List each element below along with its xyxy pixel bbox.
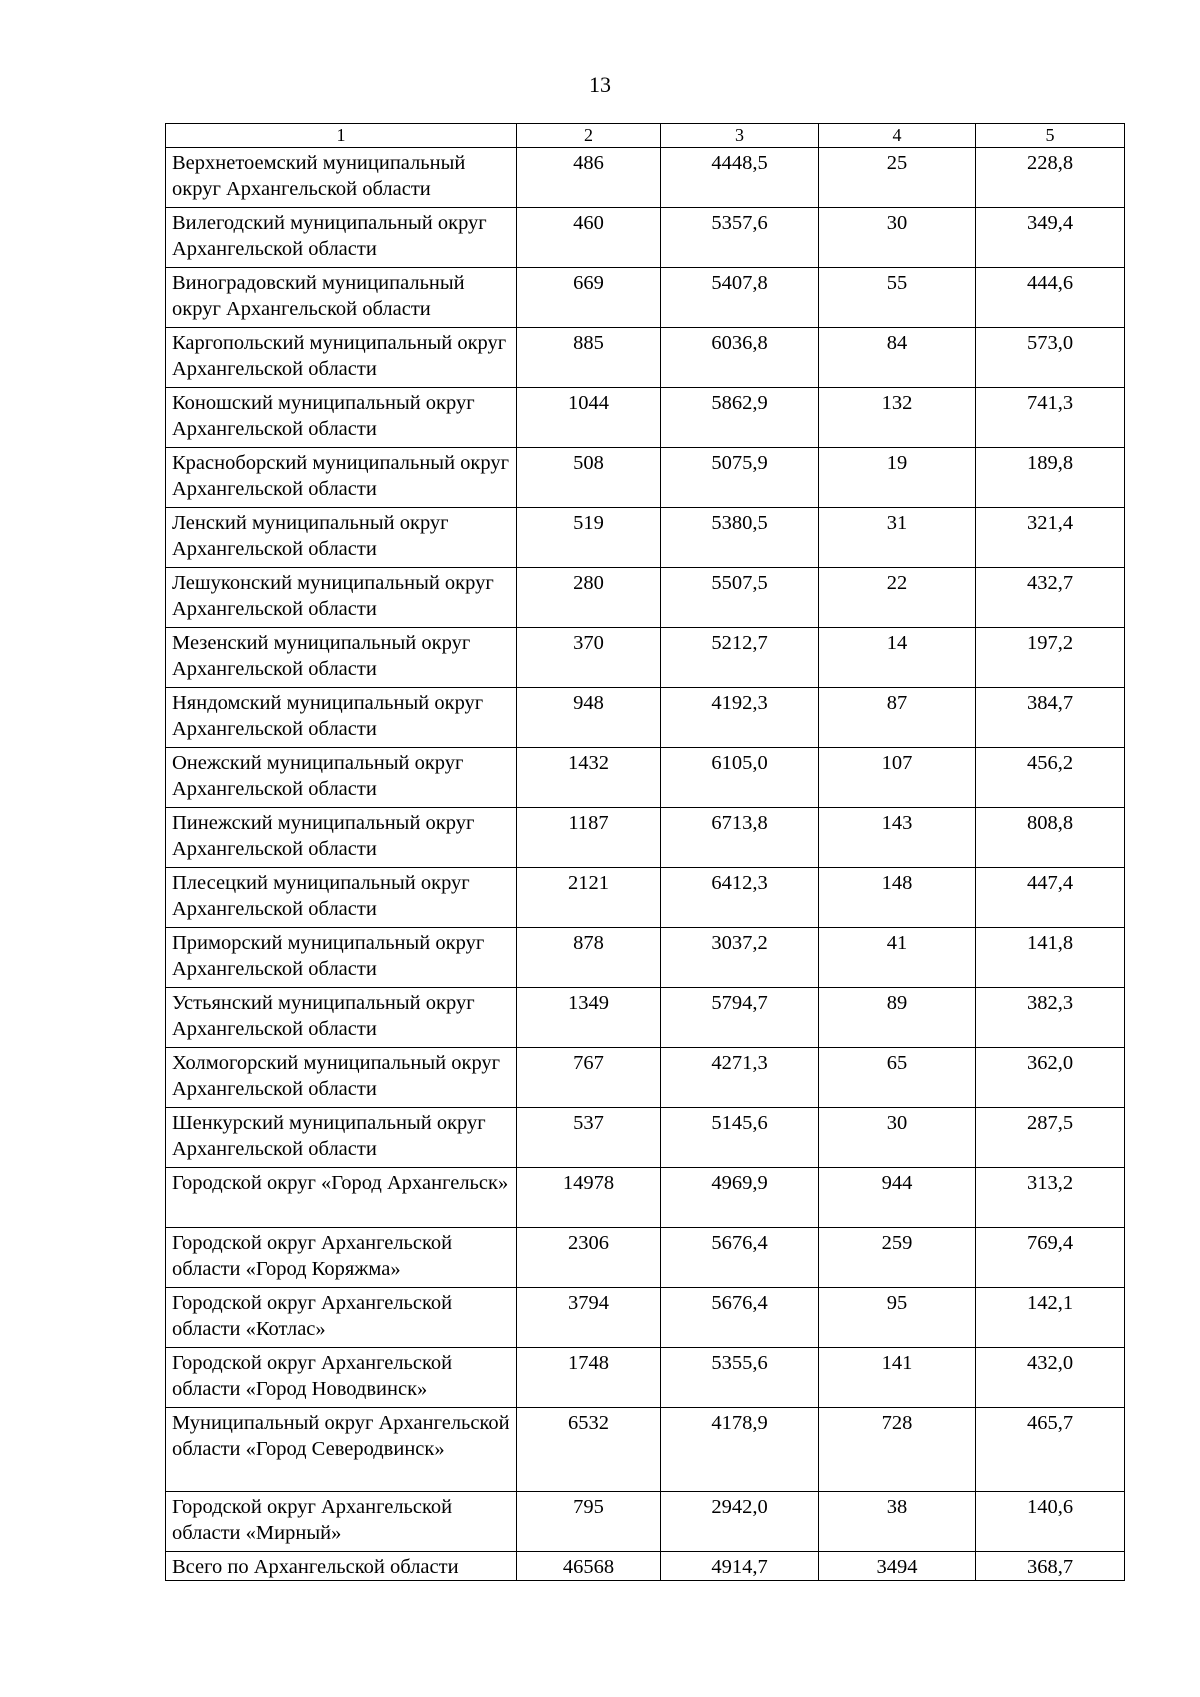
table-row [166, 568, 1125, 628]
col2-cell: 2121 [517, 868, 661, 928]
row-name-cell: Городской округ Архангельской области «Котлас» [166, 1288, 517, 1348]
table-row [166, 1288, 1125, 1348]
col4-cell: 30 [819, 208, 976, 268]
page-number: 13 [589, 72, 611, 97]
col4-cell: 84 [819, 328, 976, 388]
col4-cell: 55 [819, 268, 976, 328]
column-header: 2 [517, 124, 661, 148]
col2-cell: 948 [517, 688, 661, 748]
col3-cell: 5380,5 [661, 508, 819, 568]
row-name-cell: Городской округ «Город Архангельск» [166, 1168, 517, 1228]
row-name-cell: Онежский муниципальный округ Архангельской области [166, 748, 517, 808]
row-name-cell: Пинежский муниципальный округ Архангельской области [166, 808, 517, 868]
table-row [166, 1492, 1125, 1552]
col2-cell: 537 [517, 1108, 661, 1168]
table-row [166, 148, 1125, 208]
col4-cell: 89 [819, 988, 976, 1048]
col5-cell: 382,3 [976, 988, 1125, 1048]
col5-cell: 465,7 [976, 1408, 1125, 1492]
col3-cell: 5794,7 [661, 988, 819, 1048]
row-name-cell: Верхнетоемский муниципальный округ Архангельской области [166, 148, 517, 208]
col5-cell: 142,1 [976, 1288, 1125, 1348]
col4-cell: 143 [819, 808, 976, 868]
col4-cell: 259 [819, 1228, 976, 1288]
col3-cell: 5676,4 [661, 1288, 819, 1348]
row-name-cell: Виноградовский муниципальный округ Архангельской области [166, 268, 517, 328]
col4-cell: 132 [819, 388, 976, 448]
row-name-cell: Муниципальный округ Архангельской области «Город Северодвинск» [166, 1408, 517, 1492]
col2-cell: 519 [517, 508, 661, 568]
col2-cell: 885 [517, 328, 661, 388]
col2-cell: 14978 [517, 1168, 661, 1228]
col4-cell: 41 [819, 928, 976, 988]
col4-cell: 944 [819, 1168, 976, 1228]
col3-cell: 5212,7 [661, 628, 819, 688]
col4-cell: 14 [819, 628, 976, 688]
table-row [166, 1228, 1125, 1288]
col2-cell: 669 [517, 268, 661, 328]
col2-cell: 1044 [517, 388, 661, 448]
table-row [166, 988, 1125, 1048]
row-name-cell: Красноборский муниципальный округ Архангельской области [166, 448, 517, 508]
table-row [166, 208, 1125, 268]
col3-cell: 4178,9 [661, 1408, 819, 1492]
col2-cell: 795 [517, 1492, 661, 1552]
table-row [166, 688, 1125, 748]
col5-cell: 741,3 [976, 388, 1125, 448]
col3-cell: 2942,0 [661, 1492, 819, 1552]
table-row [166, 328, 1125, 388]
col4-cell: 107 [819, 748, 976, 808]
column-header: 3 [661, 124, 819, 148]
table-row [166, 748, 1125, 808]
col5-cell: 189,8 [976, 448, 1125, 508]
col3-cell: 6105,0 [661, 748, 819, 808]
table-row [166, 508, 1125, 568]
col2-cell: 508 [517, 448, 661, 508]
table-row [166, 268, 1125, 328]
table-row [166, 1048, 1125, 1108]
col5-cell: 287,5 [976, 1108, 1125, 1168]
col4-cell: 38 [819, 1492, 976, 1552]
col2-cell: 486 [517, 148, 661, 208]
table-header-row [166, 124, 1125, 148]
col3-cell: 5407,8 [661, 268, 819, 328]
table-row [166, 1348, 1125, 1408]
col3-cell: 5862,9 [661, 388, 819, 448]
col5-cell: 808,8 [976, 808, 1125, 868]
col5-cell: 432,7 [976, 568, 1125, 628]
col5-cell: 432,0 [976, 1348, 1125, 1408]
col4-cell: 148 [819, 868, 976, 928]
table-row [166, 448, 1125, 508]
col4-cell: 87 [819, 688, 976, 748]
col2-cell: 3794 [517, 1288, 661, 1348]
row-name-cell: Лешуконский муниципальный округ Архангельской области [166, 568, 517, 628]
col3-cell: 5676,4 [661, 1228, 819, 1288]
col5-cell: 140,6 [976, 1492, 1125, 1552]
col4-cell: 25 [819, 148, 976, 208]
table-row [166, 1168, 1125, 1228]
row-name-cell: Городской округ Архангельской области «Город Коряжма» [166, 1228, 517, 1288]
row-name-cell: Плесецкий муниципальный округ Архангельской области [166, 868, 517, 928]
col5-cell: 444,6 [976, 268, 1125, 328]
col3-cell: 5507,5 [661, 568, 819, 628]
col4-cell: 3494 [819, 1552, 976, 1581]
col2-cell: 6532 [517, 1408, 661, 1492]
col2-cell: 1748 [517, 1348, 661, 1408]
row-name-cell: Каргопольский муниципальный округ Архангельской области [166, 328, 517, 388]
col2-cell: 46568 [517, 1552, 661, 1581]
row-name-cell: Устьянский муниципальный округ Архангельской области [166, 988, 517, 1048]
col3-cell: 4192,3 [661, 688, 819, 748]
col3-cell: 4969,9 [661, 1168, 819, 1228]
col5-cell: 141,8 [976, 928, 1125, 988]
col2-cell: 878 [517, 928, 661, 988]
col2-cell: 1432 [517, 748, 661, 808]
row-name-cell: Всего по Архангельской области [166, 1552, 517, 1581]
col2-cell: 460 [517, 208, 661, 268]
col4-cell: 141 [819, 1348, 976, 1408]
col4-cell: 30 [819, 1108, 976, 1168]
col3-cell: 6036,8 [661, 328, 819, 388]
col4-cell: 95 [819, 1288, 976, 1348]
col3-cell: 6412,3 [661, 868, 819, 928]
col4-cell: 65 [819, 1048, 976, 1108]
col2-cell: 280 [517, 568, 661, 628]
col5-cell: 228,8 [976, 148, 1125, 208]
row-name-cell: Городской округ Архангельской области «Город Новодвинск» [166, 1348, 517, 1408]
table-row [166, 808, 1125, 868]
col5-cell: 769,4 [976, 1228, 1125, 1288]
col3-cell: 6713,8 [661, 808, 819, 868]
col4-cell: 19 [819, 448, 976, 508]
data-table [165, 123, 1125, 1581]
row-name-cell: Шенкурский муниципальный округ Архангельской области [166, 1108, 517, 1168]
table-row [166, 388, 1125, 448]
col3-cell: 3037,2 [661, 928, 819, 988]
row-name-cell: Городской округ Архангельской области «Мирный» [166, 1492, 517, 1552]
table-row [166, 1108, 1125, 1168]
col2-cell: 767 [517, 1048, 661, 1108]
col3-cell: 4448,5 [661, 148, 819, 208]
row-name-cell: Ленский муниципальный округ Архангельской области [166, 508, 517, 568]
row-name-cell: Приморский муниципальный округ Архангельской области [166, 928, 517, 988]
col2-cell: 370 [517, 628, 661, 688]
col5-cell: 313,2 [976, 1168, 1125, 1228]
col5-cell: 573,0 [976, 328, 1125, 388]
col5-cell: 384,7 [976, 688, 1125, 748]
row-name-cell: Холмогорский муниципальный округ Архангельской области [166, 1048, 517, 1108]
col3-cell: 5075,9 [661, 448, 819, 508]
col5-cell: 197,2 [976, 628, 1125, 688]
col3-cell: 4914,7 [661, 1552, 819, 1581]
column-header: 5 [976, 124, 1125, 148]
row-name-cell: Коношский муниципальный округ Архангельской области [166, 388, 517, 448]
col2-cell: 1187 [517, 808, 661, 868]
column-header: 4 [819, 124, 976, 148]
col5-cell: 321,4 [976, 508, 1125, 568]
col5-cell: 362,0 [976, 1048, 1125, 1108]
row-name-cell: Мезенский муниципальный округ Архангельской области [166, 628, 517, 688]
col3-cell: 5145,6 [661, 1108, 819, 1168]
col3-cell: 4271,3 [661, 1048, 819, 1108]
total-row [166, 1552, 1125, 1581]
col2-cell: 2306 [517, 1228, 661, 1288]
col2-cell: 1349 [517, 988, 661, 1048]
col5-cell: 456,2 [976, 748, 1125, 808]
col3-cell: 5357,6 [661, 208, 819, 268]
col5-cell: 349,4 [976, 208, 1125, 268]
table-row [166, 928, 1125, 988]
table-row [166, 1408, 1125, 1492]
col3-cell: 5355,6 [661, 1348, 819, 1408]
table-row [166, 628, 1125, 688]
row-name-cell: Вилегодский муниципальный округ Архангельской области [166, 208, 517, 268]
row-name-cell: Няндомский муниципальный округ Архангельской области [166, 688, 517, 748]
col4-cell: 22 [819, 568, 976, 628]
col4-cell: 31 [819, 508, 976, 568]
col5-cell: 368,7 [976, 1552, 1125, 1581]
table-row [166, 868, 1125, 928]
col4-cell: 728 [819, 1408, 976, 1492]
col5-cell: 447,4 [976, 868, 1125, 928]
column-header: 1 [166, 124, 517, 148]
